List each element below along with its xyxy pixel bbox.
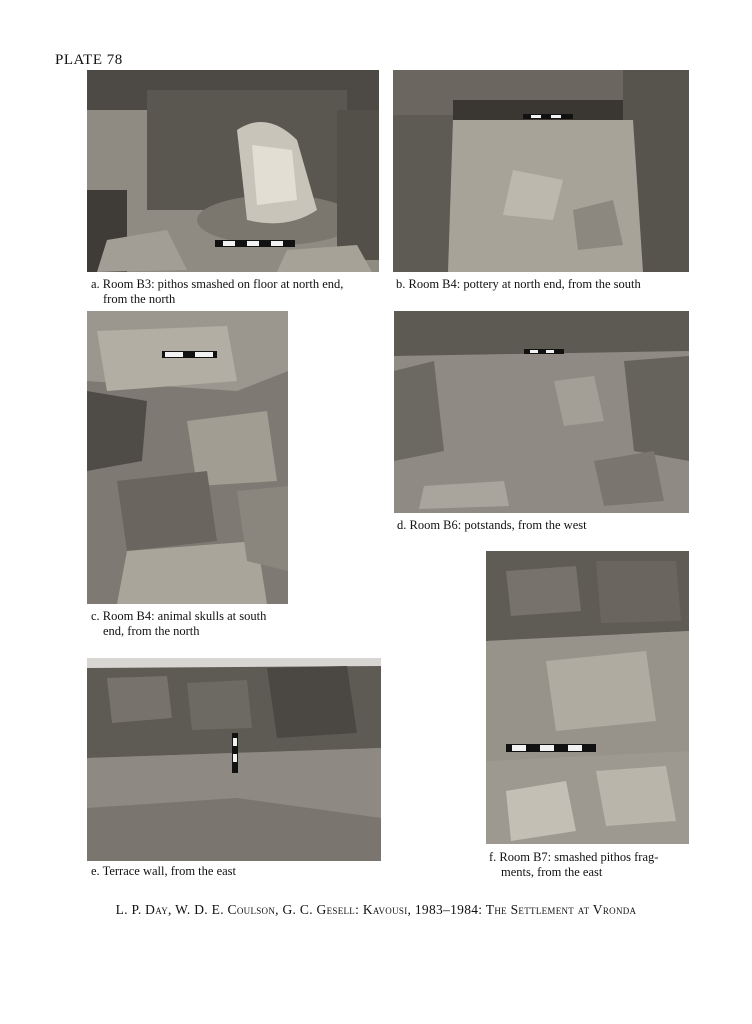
photo-b-room-b4-pottery — [393, 70, 689, 272]
caption-a-line1: a. Room B3: pithos smashed on floor at north end, — [91, 277, 344, 291]
caption-f — [489, 850, 709, 880]
photo-a-room-b3-pithos — [87, 70, 379, 272]
caption-f-line1: f. Room B7: smashed pithos frag- — [489, 850, 659, 864]
caption-b-line1: b. Room B4: pottery at north end, from the south — [396, 277, 641, 291]
page-footer-citation — [0, 902, 752, 918]
caption-e-line1: e. Terrace wall, from the east — [91, 864, 237, 878]
photo-e-terrace-wall — [87, 658, 381, 861]
footer-citation-text: L. P. Day, W. D. E. Coulson, G. C. Gesell: Kavousi, 1983–1984: The Settlement at Vronda — [115, 902, 637, 917]
caption-a — [91, 277, 381, 307]
caption-c-line1: c. Room B4: animal skulls at south — [91, 609, 267, 623]
caption-c-line2: end, from the north — [103, 624, 200, 638]
caption-d-line1: d. Room B6: potstands, from the west — [397, 518, 587, 532]
caption-d — [397, 518, 697, 533]
caption-c — [91, 609, 311, 639]
caption-e — [91, 864, 381, 879]
plate-label: PLATE 78 — [55, 52, 123, 68]
caption-b — [396, 277, 696, 292]
caption-f-line2: ments, from the east — [501, 865, 603, 879]
photo-c-room-b4-animal-skulls — [87, 311, 288, 604]
caption-a-line2: from the north — [103, 292, 176, 306]
photo-f-room-b7-pithos-fragments — [486, 551, 689, 844]
photo-d-room-b6-potstands — [394, 311, 689, 513]
